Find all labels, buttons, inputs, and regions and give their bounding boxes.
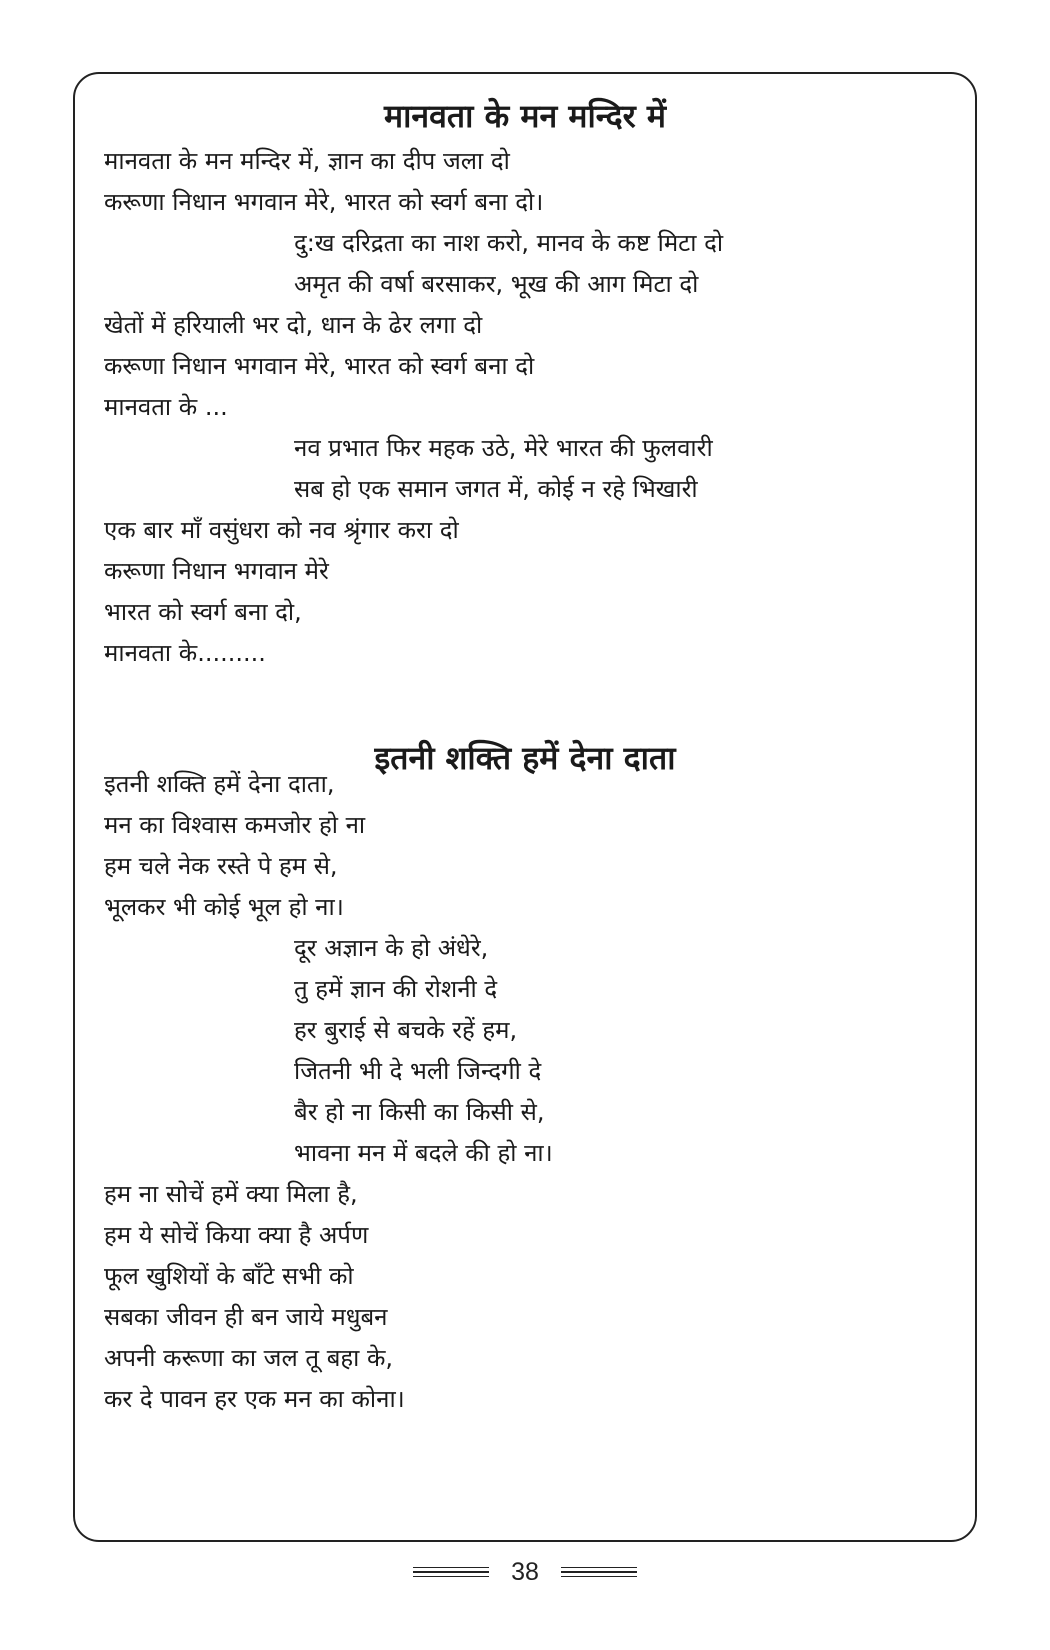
poem-1-line: मानवता के ... [104, 393, 228, 421]
poem-1-line: एक बार माँ वसुंधरा को नव श्रृंगार करा दो [104, 516, 459, 544]
poem-2-line: सबका जीवन ही बन जाये मधुबन [104, 1303, 388, 1331]
poem-1-line: खेतों में हरियाली भर दो, धान के ढेर लगा दो [104, 311, 483, 339]
poem-1-line: अमृत की वर्षा बरसाकर, भूख की आग मिटा दो [294, 270, 699, 298]
poem-2-line: तु हमें ज्ञान की रोशनी दे [294, 975, 498, 1003]
page-footer [0, 1552, 1050, 1592]
poem-2-line: हम ये सोचें किया क्या है अर्पण [104, 1221, 369, 1249]
poem-1-line: सब हो एक समान जगत में, कोई न रहे भिखारी [294, 475, 698, 503]
poem-2-title: इतनी शक्ति हमें देना दाता [374, 739, 676, 777]
poem-2-line: मन का विश्वास कमजोर हो ना [104, 811, 366, 839]
poem-1-line: दु:ख दरिद्रता का नाश करो, मानव के कष्ट मिटा दो [294, 229, 724, 257]
poem-1-line: मानवता के मन मन्दिर में, ज्ञान का दीप जला दो [104, 147, 510, 175]
poem-1-line: भारत को स्वर्ग बना दो, [104, 598, 302, 626]
poem-2-line: हम चले नेक रस्ते पे हम से, [104, 852, 338, 880]
poem-2-line: हर बुराई से बचके रहें हम, [294, 1016, 518, 1044]
poem-2-line: भूलकर भी कोई भूल हो ना। [104, 893, 344, 921]
poem-2-line: भावना मन में बदले की हो ना। [294, 1139, 553, 1167]
poem-2-line: फूल खुशियों के बाँटे सभी को [104, 1262, 354, 1290]
poem-1-title: मानवता के मन मन्दिर में [383, 97, 667, 135]
poem-1-line: करूणा निधान भगवान मेरे [104, 557, 329, 585]
poem-2-line: बैर हो ना किसी का किसी से, [294, 1098, 545, 1126]
page-number: 38 [511, 1557, 539, 1586]
poem-2-line: जितनी भी दे भली जिन्दगी दे [294, 1057, 542, 1085]
poem-2-line: अपनी करूणा का जल तू बहा के, [104, 1344, 394, 1372]
poem-2-line: हम ना सोचें हमें क्या मिला है, [104, 1180, 358, 1208]
poem-1-line: करूणा निधान भगवान मेरे, भारत को स्वर्ग बना दो। [104, 188, 544, 216]
poem-1-line: मानवता के......... [104, 639, 266, 667]
poem-2-line: दूर अज्ञान के हो अंधेरे, [294, 934, 489, 962]
poem-2-line: कर दे पावन हर एक मन का कोना। [104, 1385, 405, 1413]
poem-1-line: नव प्रभात फिर महक उठे, मेरे भारत की फुलवारी [294, 434, 713, 462]
poem-2-line: इतनी शक्ति हमें देना दाता, [104, 770, 335, 798]
poem-1-line: करूणा निधान भगवान मेरे, भारत को स्वर्ग बना दो [104, 352, 535, 380]
footer-left-rule [413, 1567, 489, 1578]
footer-right-rule [561, 1567, 637, 1578]
